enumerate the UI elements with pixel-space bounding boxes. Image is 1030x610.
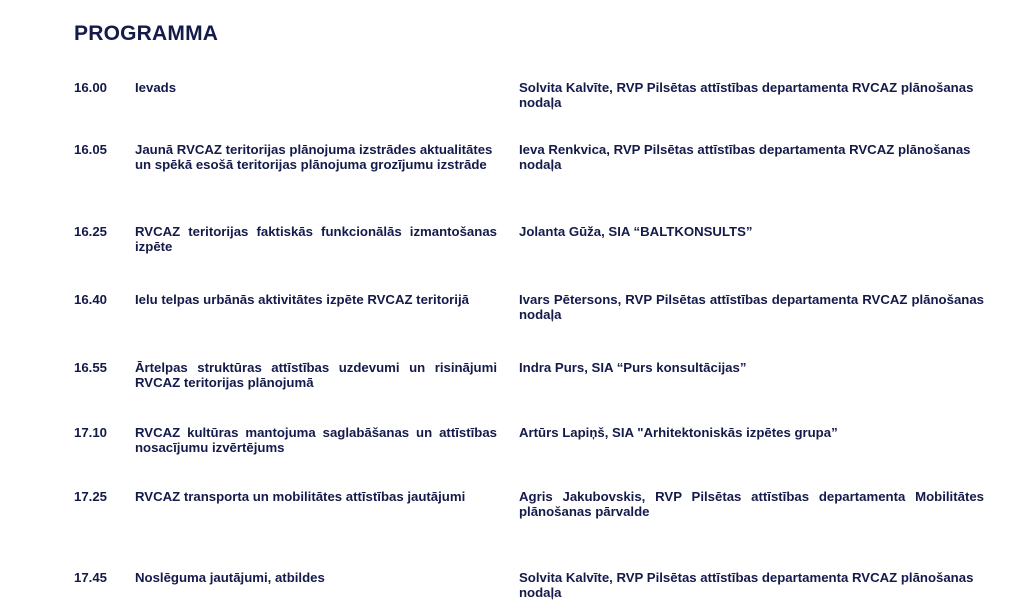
- page-title: PROGRAMMA: [74, 22, 219, 45]
- agenda-topic: RVCAZ transporta un mobilitātes attīstības jautājumi: [135, 489, 466, 504]
- agenda-speaker: Ivars Pētersons, RVP Pilsētas attīstības departamenta RVCAZ plānošanas nodaļa: [519, 292, 984, 322]
- agenda-topic: Ielu telpas urbānās aktivitātes izpēte RVCAZ teritorijā: [135, 292, 469, 307]
- agenda-topic: Ārtelpas struktūras attīstības uzdevumi un risinājumi RVCAZ teritorijas plānojumā: [135, 360, 497, 390]
- agenda-speaker: Solvita Kalvīte, RVP Pilsētas attīstības departamenta RVCAZ plānošanas nodaļa: [519, 570, 974, 600]
- agenda-time: 17.25: [74, 489, 108, 504]
- agenda-topic: RVCAZ teritorijas faktiskās funkcionālās izmantošanas izpēte: [135, 224, 497, 254]
- agenda-time: 16.00: [74, 80, 108, 95]
- agenda-speaker: Solvita Kalvīte, RVP Pilsētas attīstības departamenta RVCAZ plānošanas nodaļa: [519, 80, 974, 110]
- agenda-topic: Ievads: [135, 80, 177, 95]
- agenda-speaker: Jolanta Gūža, SIA “BALTKONSULTS”: [519, 224, 753, 239]
- agenda-speaker: Indra Purs, SIA “Purs konsultācijas”: [519, 360, 747, 375]
- agenda-time: 16.25: [74, 224, 108, 239]
- agenda-topic: Jaunā RVCAZ teritorijas plānojuma izstrādes aktualitātes un spēkā esošā teritorijas plānojuma grozījumu izstrāde: [135, 142, 493, 172]
- agenda-speaker: Artūrs Lapiņš, SIA "Arhitektoniskās izpētes grupa”: [519, 425, 838, 440]
- agenda-time: 17.10: [74, 425, 108, 440]
- agenda-topic: RVCAZ kultūras mantojuma saglabāšanas un attīstības nosacījumu izvērtējums: [135, 425, 497, 455]
- agenda-topic: Noslēguma jautājumi, atbildes: [135, 570, 325, 585]
- agenda-time: 16.40: [74, 292, 108, 307]
- agenda-speaker: Ieva Renkvica, RVP Pilsētas attīstības departamenta RVCAZ plānošanas nodaļa: [519, 142, 971, 172]
- agenda-time: 17.45: [74, 570, 108, 585]
- agenda-time: 16.05: [74, 142, 108, 157]
- agenda-time: 16.55: [74, 360, 108, 375]
- agenda-speaker: Agris Jakubovskis, RVP Pilsētas attīstības departamenta Mobilitātes plānošanas pārvalde: [519, 489, 984, 519]
